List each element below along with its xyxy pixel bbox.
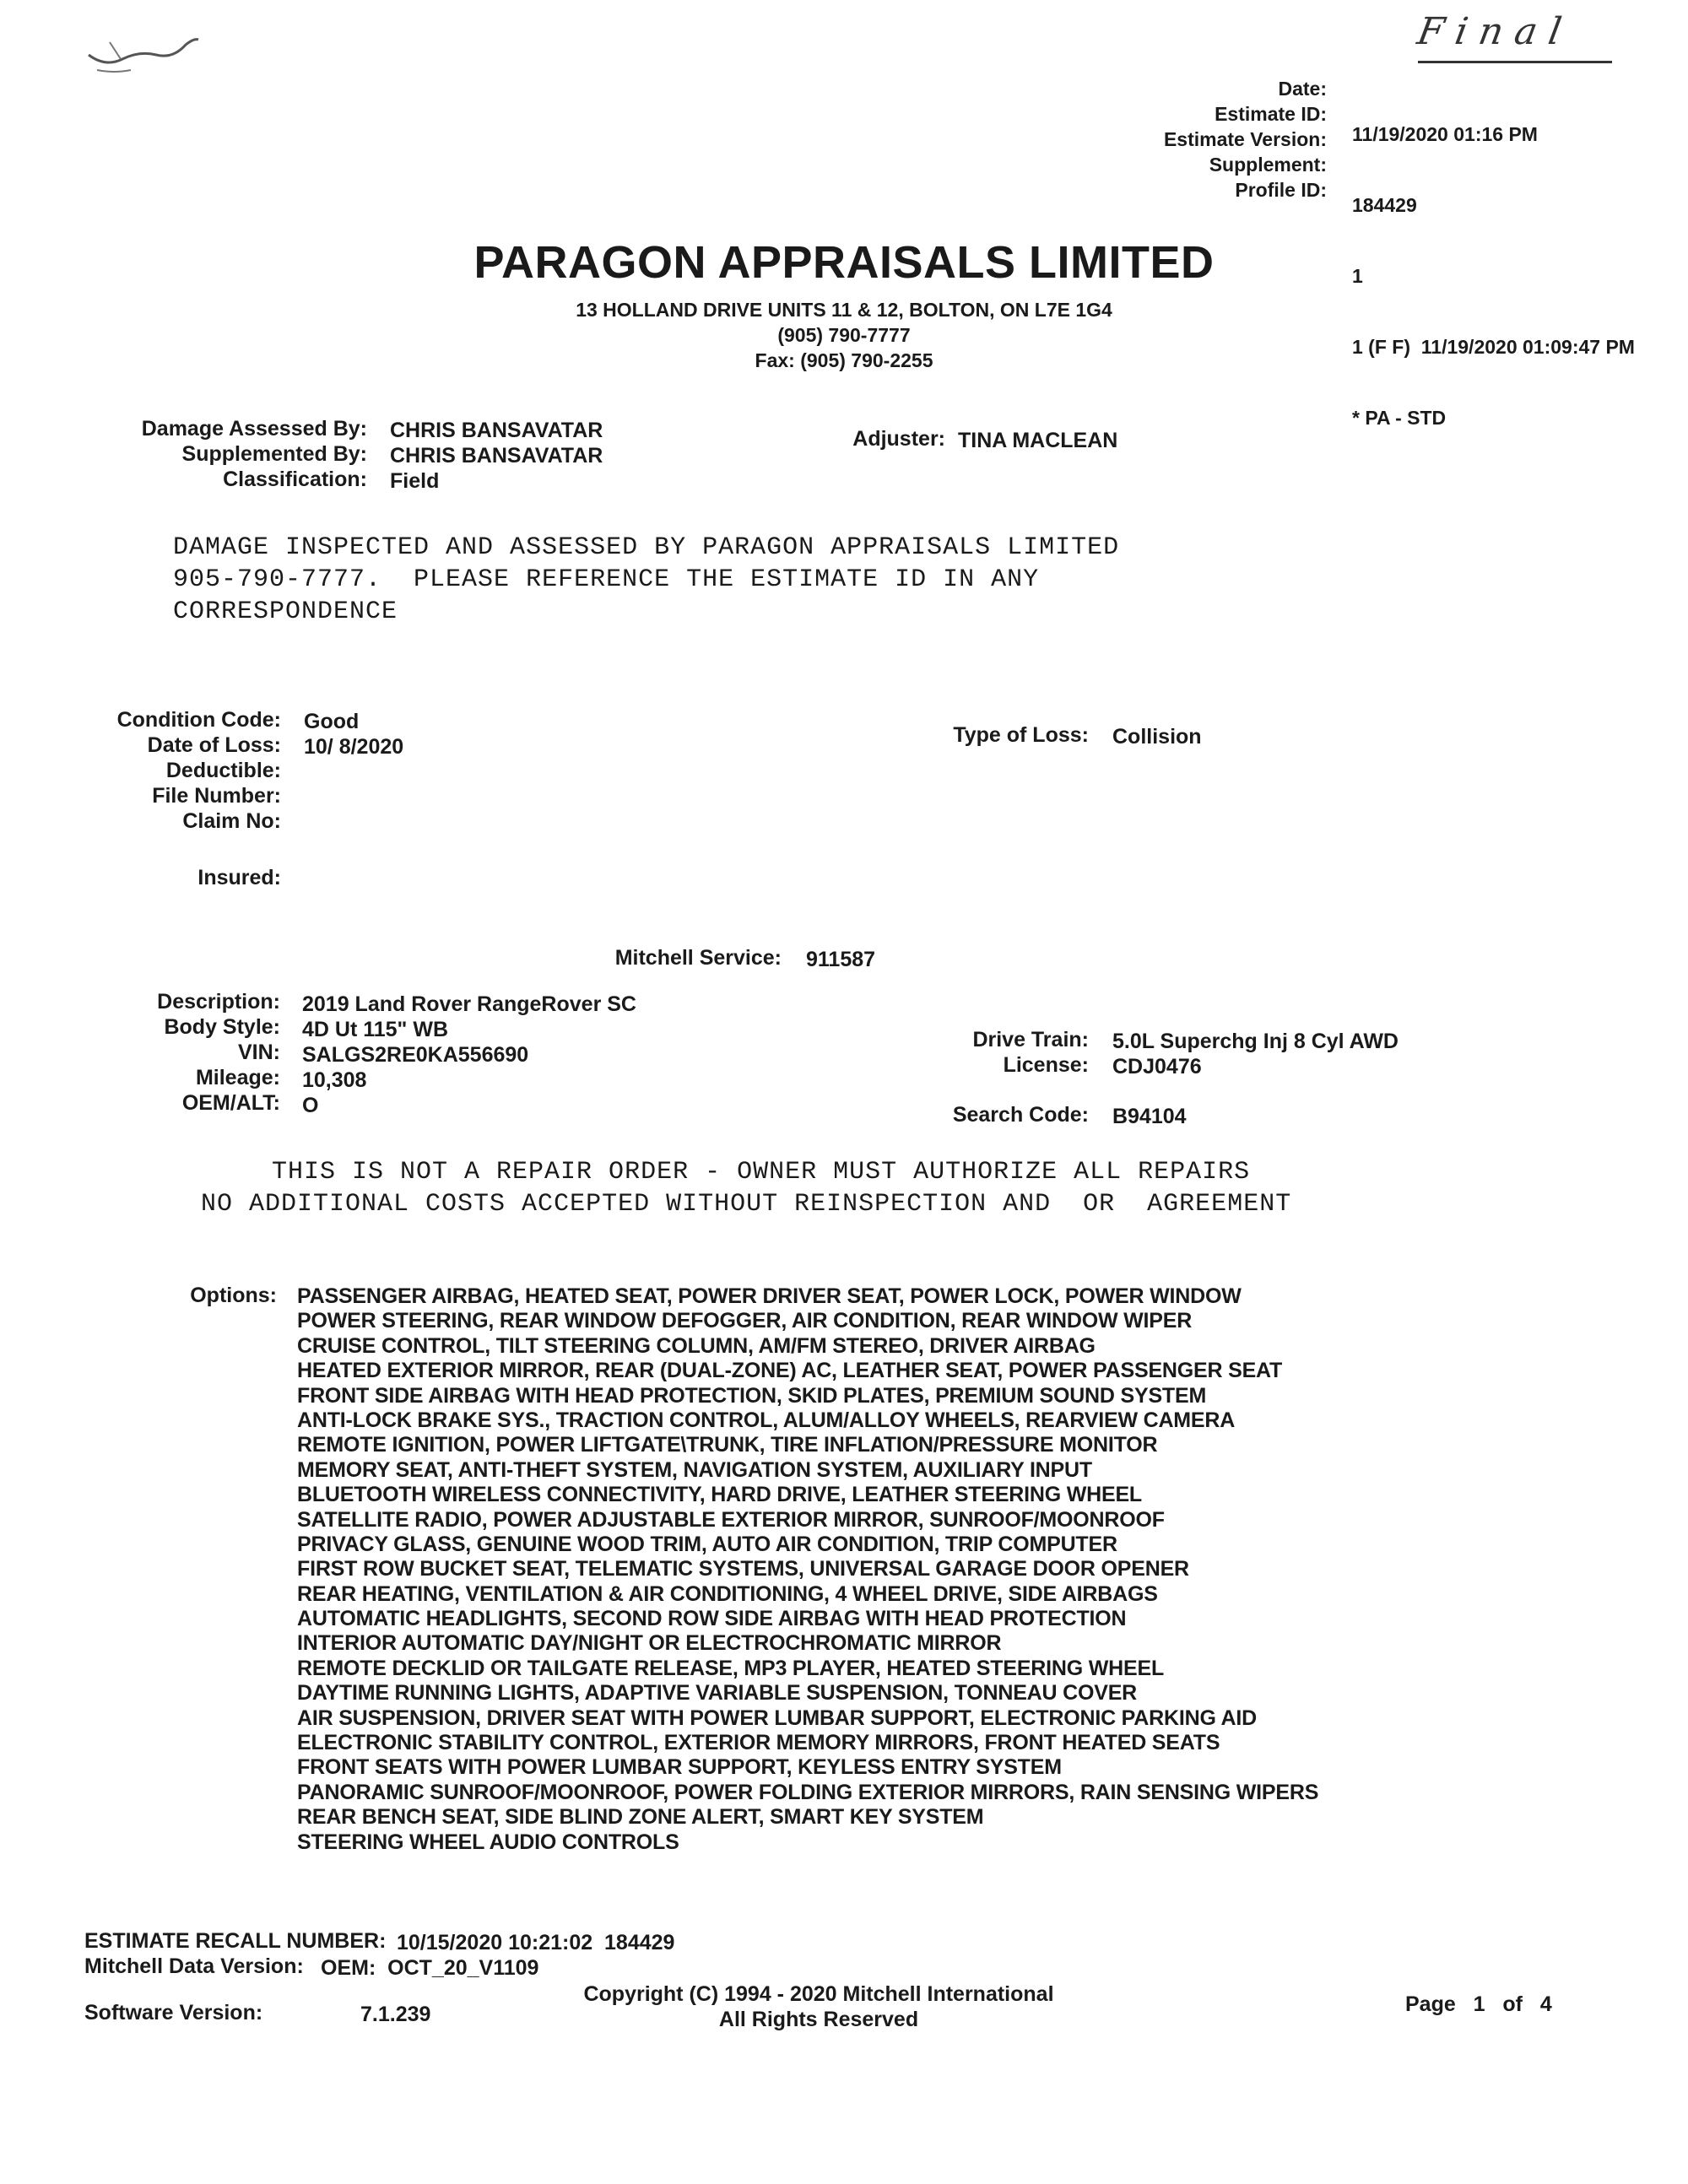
page-total: 4 xyxy=(1539,1992,1552,2016)
inspection-note xyxy=(173,532,1270,628)
claim-labels xyxy=(84,707,281,834)
supplement-value: 1 (F F) 11/19/2020 01:09:47 PM xyxy=(1352,336,1635,358)
software-version-label: Software Version: xyxy=(84,2001,263,2025)
vehicle-values xyxy=(302,992,775,1118)
damage-assessed-label: Damage Assessed By: xyxy=(141,417,367,441)
type-of-loss-value: Collision xyxy=(1112,725,1202,749)
drivetrain-values xyxy=(1112,1029,1467,1079)
page-current: 1 xyxy=(1473,1992,1485,2016)
oem-alt-value: O xyxy=(302,1094,319,1117)
option-line: AIR SUSPENSION, DRIVER SEAT WITH POWER LUMBAR SUPPORT, ELECTRONIC PARKING AID xyxy=(297,1706,1257,1730)
deductible-label: Deductible: xyxy=(165,759,281,782)
option-line: REAR HEATING, VENTILATION & AIR CONDITIONING, 4 WHEEL DRIVE, SIDE AIRBAGS xyxy=(297,1581,1158,1606)
copyright-block xyxy=(565,1981,1072,2032)
claim-values xyxy=(304,709,557,835)
classification-label: Classification: xyxy=(223,468,367,491)
date-of-loss-value: 10/ 8/2020 xyxy=(304,735,404,759)
recall-label: ESTIMATE RECALL NUMBER: xyxy=(84,1929,387,1953)
vin-value: SALGS2RE0KA556690 xyxy=(302,1043,529,1067)
estimate-version-value: 1 xyxy=(1352,265,1363,287)
body-style-value: 4D Ut 115" WB xyxy=(302,1018,449,1041)
type-of-loss-label: Type of Loss: xyxy=(953,723,1089,747)
drive-train-value: 5.0L Superchg Inj 8 Cyl AWD xyxy=(1112,1030,1399,1053)
body-style-label: Body Style: xyxy=(164,1015,280,1039)
company-fax: Fax: (905) 790-2255 xyxy=(755,349,933,371)
adjuster-value: TINA MACLEAN xyxy=(958,429,1118,452)
option-line: REMOTE DECKLID OR TAILGATE RELEASE, MP3 PLAYER, HEATED STEERING WHEEL xyxy=(297,1656,1165,1680)
option-line: ANTI-LOCK BRAKE SYS., TRACTION CONTROL, ALUM/ALLOY WHEELS, REARVIEW CAMERA xyxy=(297,1408,1236,1432)
data-version-value: OEM: OCT_20_V1109 xyxy=(321,1956,539,1980)
option-line: DAYTIME RUNNING LIGHTS, ADAPTIVE VARIABLE SUSPENSION, TONNEAU COVER xyxy=(297,1681,1138,1706)
data-version-label: Mitchell Data Version: xyxy=(84,1954,304,1978)
option-line: PASSENGER AIRBAG, HEATED SEAT, POWER DRIVER SEAT, POWER LOCK, POWER WINDOW xyxy=(297,1284,1242,1308)
date-value: 11/19/2020 01:16 PM xyxy=(1352,123,1538,145)
option-line: CRUISE CONTROL, TILT STEERING COLUMN, AM/FM STEREO, DRIVER AIRBAG xyxy=(297,1333,1096,1358)
header-labels xyxy=(1055,76,1327,203)
inspection-note-line: DAMAGE INSPECTED AND ASSESSED BY PARAGON APPRAISALS LIMITED xyxy=(173,533,1120,562)
condition-code-label: Condition Code: xyxy=(116,708,281,732)
mitchell-service-label: Mitchell Service: xyxy=(614,946,782,970)
search-code-value: B94104 xyxy=(1112,1105,1187,1128)
handwritten-final-mark: Final xyxy=(1418,10,1620,69)
option-line: POWER STEERING, REAR WINDOW DEFOGGER, AIR CONDITION, REAR WINDOW WIPER xyxy=(297,1309,1193,1333)
date-of-loss-label: Date of Loss: xyxy=(147,733,281,757)
drive-train-label: Drive Train: xyxy=(972,1028,1089,1051)
description-value: 2019 Land Rover RangeRover SC xyxy=(302,992,636,1016)
company-block xyxy=(338,235,1350,373)
option-line: FRONT SEATS WITH POWER LUMBAR SUPPORT, KEYLESS ENTRY SYSTEM xyxy=(297,1755,1062,1780)
option-line: FRONT SIDE AIRBAG WITH HEAD PROTECTION, SKID PLATES, PREMIUM SOUND SYSTEM xyxy=(297,1383,1207,1408)
license-label: License: xyxy=(1003,1053,1089,1077)
company-name: PARAGON APPRAISALS LIMITED xyxy=(473,237,1215,288)
page-indicator xyxy=(1405,1992,1658,2017)
assessment-values xyxy=(390,418,744,494)
company-phone: (905) 790-7777 xyxy=(777,324,911,346)
insured-label: Insured: xyxy=(197,866,281,889)
deductible-value xyxy=(304,760,557,785)
oem-alt-label: OEM/ALT: xyxy=(181,1091,280,1115)
claim-no-value xyxy=(304,810,557,835)
mitchell-service-value: 911587 xyxy=(806,948,876,971)
page-word: Page xyxy=(1405,1992,1456,2016)
software-version-value: 7.1.239 xyxy=(360,2003,431,2026)
vin-label: VIN: xyxy=(238,1041,280,1064)
option-line: FIRST ROW BUCKET SEAT, TELEMATIC SYSTEMS, UNIVERSAL GARAGE DOOR OPENER xyxy=(297,1557,1189,1581)
vehicle-labels xyxy=(84,989,280,1116)
option-line: REMOTE IGNITION, POWER LIFTGATE\TRUNK, TIRE INFLATION/PRESSURE MONITOR xyxy=(297,1433,1158,1457)
mileage-value: 10,308 xyxy=(302,1068,367,1092)
option-line: INTERIOR AUTOMATIC DAY/NIGHT OR ELECTROCHROMATIC MIRROR xyxy=(297,1631,1002,1656)
estimate-version-label: Estimate Version: xyxy=(1163,128,1327,150)
supplement-label: Supplement: xyxy=(1209,154,1327,176)
option-line: AUTOMATIC HEADLIGHTS, SECOND ROW SIDE AIRBAG WITH HEAD PROTECTION xyxy=(297,1607,1127,1631)
file-number-label: File Number: xyxy=(152,784,281,808)
search-code-label: Search Code: xyxy=(952,1103,1089,1127)
recall-value: 10/15/2020 10:21:02 184429 xyxy=(397,1931,675,1954)
damage-assessed-value: CHRIS BANSAVATAR xyxy=(390,419,603,442)
company-address: 13 HOLLAND DRIVE UNITS 11 & 12, BOLTON, ON L7E 1G4 xyxy=(576,299,1112,321)
profile-id-label: Profile ID: xyxy=(1235,179,1327,201)
option-line: MEMORY SEAT, ANTI-THEFT SYSTEM, NAVIGATION SYSTEM, AUXILIARY INPUT xyxy=(297,1457,1092,1482)
options-list xyxy=(297,1284,1394,1855)
supplemented-value: CHRIS BANSAVATAR xyxy=(390,444,603,468)
copyright-line: All Rights Reserved xyxy=(718,2008,919,2031)
inspection-note-line: CORRESPONDENCE xyxy=(173,597,398,626)
options-label: Options: xyxy=(190,1284,277,1307)
handwritten-scribble xyxy=(80,21,207,80)
classification-value: Field xyxy=(390,469,440,493)
repair-notice-line: THIS IS NOT A REPAIR ORDER - OWNER MUST AUTHORIZE ALL REPAIRS xyxy=(272,1158,1251,1187)
estimate-id-label: Estimate ID: xyxy=(1215,103,1327,125)
option-line: HEATED EXTERIOR MIRROR, REAR (DUAL-ZONE) AC, LEATHER SEAT, POWER PASSENGER SEAT xyxy=(297,1359,1283,1383)
adjuster-label: Adjuster: xyxy=(852,427,945,451)
claim-no-label: Claim No: xyxy=(182,809,281,833)
mileage-label: Mileage: xyxy=(195,1066,280,1089)
option-line: BLUETOOTH WIRELESS CONNECTIVITY, HARD DRIVE, LEATHER STEERING WHEEL xyxy=(297,1483,1143,1507)
page-of: of xyxy=(1502,1992,1523,2016)
option-line: ELECTRONIC STABILITY CONTROL, EXTERIOR MEMORY MIRRORS, FRONT HEATED SEATS xyxy=(297,1731,1220,1755)
header-values xyxy=(1352,76,1681,453)
drivetrain-labels xyxy=(886,1027,1089,1078)
option-line: REAR BENCH SEAT, SIDE BLIND ZONE ALERT, SMART KEY SYSTEM xyxy=(297,1805,984,1830)
assessment-labels xyxy=(101,416,367,492)
description-label: Description: xyxy=(157,990,280,1014)
inspection-note-line: 905-790-7777. PLEASE REFERENCE THE ESTIMATE ID IN ANY xyxy=(173,565,1040,594)
repair-notice-line: NO ADDITIONAL COSTS ACCEPTED WITHOUT REINSPECTION AND OR AGREEMENT xyxy=(201,1190,1292,1219)
license-value: CDJ0476 xyxy=(1112,1055,1202,1078)
date-label: Date: xyxy=(1278,78,1327,100)
option-line: PRIVACY GLASS, GENUINE WOOD TRIM, AUTO AIR CONDITION, TRIP COMPUTER xyxy=(297,1532,1117,1556)
copyright-line: Copyright (C) 1994 - 2020 Mitchell International xyxy=(583,1982,1054,2006)
option-line: PANORAMIC SUNROOF/MOONROOF, POWER FOLDING EXTERIOR MIRRORS, RAIN SENSING WIPERS xyxy=(297,1780,1319,1804)
file-number-value xyxy=(304,785,557,810)
profile-id-value: * PA - STD xyxy=(1352,407,1447,429)
condition-code-value: Good xyxy=(304,710,360,733)
option-line: SATELLITE RADIO, POWER ADJUSTABLE EXTERIOR MIRROR, SUNROOF/MOONROOF xyxy=(297,1507,1165,1532)
supplemented-label: Supplemented By: xyxy=(181,442,367,466)
option-line: STEERING WHEEL AUDIO CONTROLS xyxy=(297,1830,679,1854)
estimate-id-value: 184429 xyxy=(1352,194,1417,216)
